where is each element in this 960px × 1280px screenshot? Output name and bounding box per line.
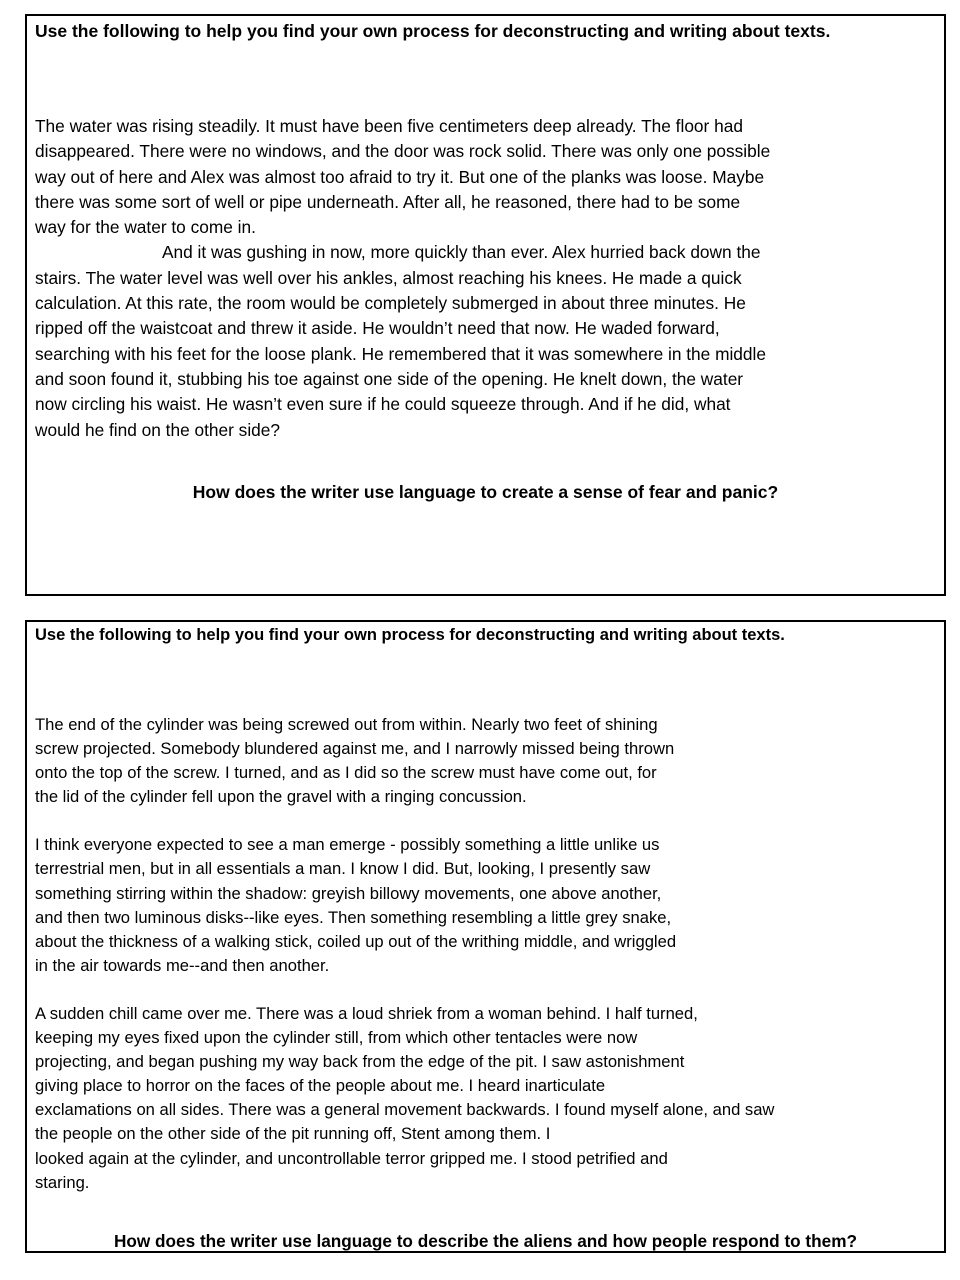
passage-line: and then two luminous disks--like eyes. Then something resembling a little grey snake, bbox=[35, 907, 672, 927]
worksheet-box-1 bbox=[25, 14, 946, 596]
passage-line: The water was rising steadily. It must have been five centimeters deep already. The floor had bbox=[35, 116, 743, 136]
passage-line: now circling his waist. He wasn’t even sure if he could squeeze through. And if he did, what bbox=[35, 394, 731, 415]
passage-line: terrestrial men, but in all essentials a man. I know I did. But, looking, I presently saw bbox=[35, 859, 651, 879]
passage-line: something stirring within the shadow: greyish billowy movements, one above another, bbox=[35, 883, 662, 903]
passage-line: searching with his feet for the loose plank. He remembered that it was somewhere in the middle bbox=[35, 343, 766, 364]
passage-line: in the air towards me--and then another. bbox=[35, 955, 330, 975]
passage-line: giving place to horror on the faces of the people about me. I heard inarticulate bbox=[35, 1076, 606, 1096]
passage-line: the people on the other side of the pit running off, Stent among them. I bbox=[35, 1124, 551, 1144]
intro-instructions: Use the following to help you find your own process for deconstructing and writing about texts. bbox=[35, 21, 831, 41]
passage-line: projecting, and began pushing my way back from the edge of the pit. I saw astonishment bbox=[35, 1052, 685, 1072]
passage-line: disappeared. There were no windows, and the door was rock solid. There was only one possible bbox=[35, 141, 771, 162]
extract-passage-2 bbox=[35, 713, 940, 1195]
passage-line: onto the top of the screw. I turned, and as I did so the screw must have come out, for bbox=[35, 763, 657, 783]
intro-instructions: Use the following to help you find your own process for deconstructing and writing about texts. bbox=[35, 626, 785, 644]
passage-line: way out of here and Alex was almost too afraid to try it. But one of the planks was loose. Maybe bbox=[35, 166, 765, 187]
passage-line: and soon found it, stubbing his toe against one side of the opening. He knelt down, the water bbox=[35, 368, 744, 389]
passage-line: I think everyone expected to see a man emerge - possibly something a little unlike us bbox=[35, 835, 660, 855]
passage-line: there was some sort of well or pipe underneath. After all, he reasoned, there had to be some bbox=[35, 191, 741, 212]
passage-line: screw projected. Somebody blundered against me, and I narrowly missed being thrown bbox=[35, 739, 675, 759]
passage-line: staring. bbox=[35, 1172, 90, 1192]
passage-line: exclamations on all sides. There was a general movement backwards. I found myself alone, and saw bbox=[35, 1100, 775, 1120]
passage-paragraph-1 bbox=[35, 713, 940, 809]
passage-line: keeping my eyes fixed upon the cylinder still, from which other tentacles were now bbox=[35, 1028, 638, 1048]
passage-paragraph-2 bbox=[35, 833, 940, 978]
passage-line: way for the water to come in. bbox=[35, 217, 256, 238]
passage-line: the lid of the cylinder fell upon the gravel with a ringing concussion. bbox=[35, 787, 527, 807]
question-2: How does the writer use language to describe the aliens and how people respond to them? bbox=[114, 1231, 857, 1251]
passage-line: The end of the cylinder was being screwed out from within. Nearly two feet of shining bbox=[35, 715, 658, 734]
passage-line: looked again at the cylinder, and uncontrollable terror gripped me. I stood petrified and bbox=[35, 1148, 668, 1168]
passage-line: about the thickness of a walking stick, coiled up out of the writhing middle, and wriggled bbox=[35, 931, 677, 951]
worksheet-box-2 bbox=[25, 620, 946, 1253]
passage-line: calculation. At this rate, the room would be completely submerged in about three minutes. He bbox=[35, 293, 746, 314]
passage-line: ripped off the waistcoat and threw it aside. He wouldn’t need that now. He waded forward, bbox=[35, 318, 720, 339]
passage-line: And it was gushing in now, more quickly than ever. Alex hurried back down the bbox=[162, 242, 761, 263]
extract-passage-1 bbox=[35, 114, 938, 443]
passage-line: A sudden chill came over me. There was a loud shriek from a woman behind. I half turned, bbox=[35, 1003, 698, 1023]
passage-line: stairs. The water level was well over his ankles, almost reaching his knees. He made a quick bbox=[35, 267, 742, 288]
passage-paragraph-3 bbox=[35, 1002, 940, 1195]
passage-line: would he find on the other side? bbox=[35, 419, 280, 440]
question-1: How does the writer use language to create a sense of fear and panic? bbox=[192, 482, 779, 502]
